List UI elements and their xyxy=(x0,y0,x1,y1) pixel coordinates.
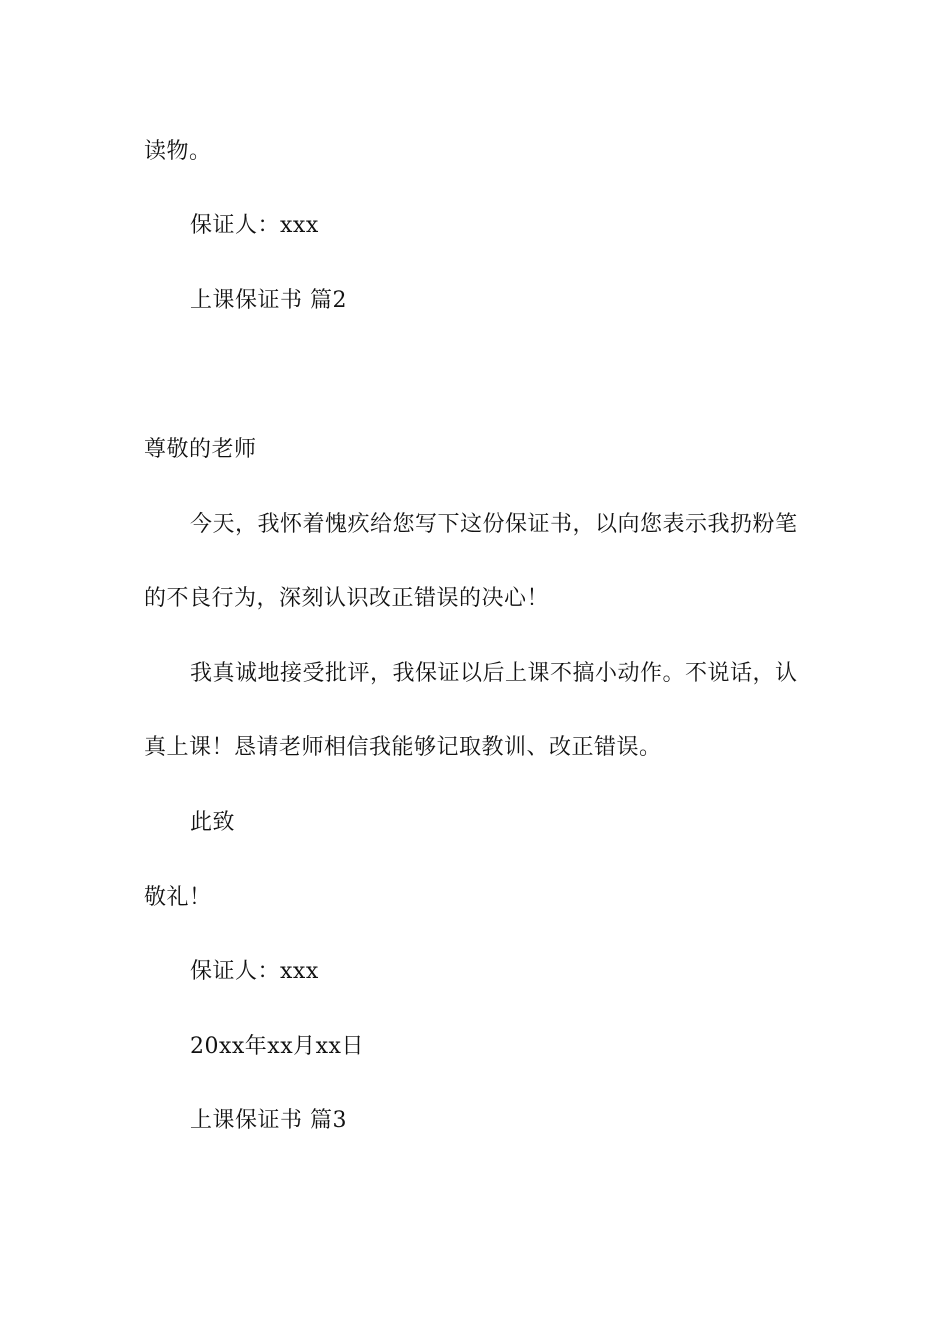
text-line-reading-material: 读物。 xyxy=(144,139,212,164)
paragraph-2-line-2: 真上课！恳请老师相信我能够记取教训、改正错误。 xyxy=(144,735,662,760)
section-heading-part-3: 上课保证书 篇3 xyxy=(190,1108,347,1133)
paragraph-1-line-1: 今天，我怀着愧疚给您写下这份保证书，以向您表示我扔粉笔 xyxy=(190,512,798,537)
text-line-closing-2: 敬礼！ xyxy=(144,885,212,910)
paragraph-2-line-1: 我真诚地接受批评，我保证以后上课不搞小动作。不说话，认 xyxy=(190,661,798,686)
text-line-guarantor-1: 保证人：xxx xyxy=(190,213,319,238)
text-line-guarantor-2: 保证人：xxx xyxy=(190,959,319,984)
section-heading-part-2: 上课保证书 篇2 xyxy=(190,288,347,313)
paragraph-1-line-2: 的不良行为，深刻认识改正错误的决心！ xyxy=(144,586,550,611)
text-line-date: 20xx年xx月xx日 xyxy=(190,1034,364,1059)
text-line-closing-1: 此致 xyxy=(190,810,236,835)
text-line-salutation: 尊敬的老师 xyxy=(144,437,257,462)
